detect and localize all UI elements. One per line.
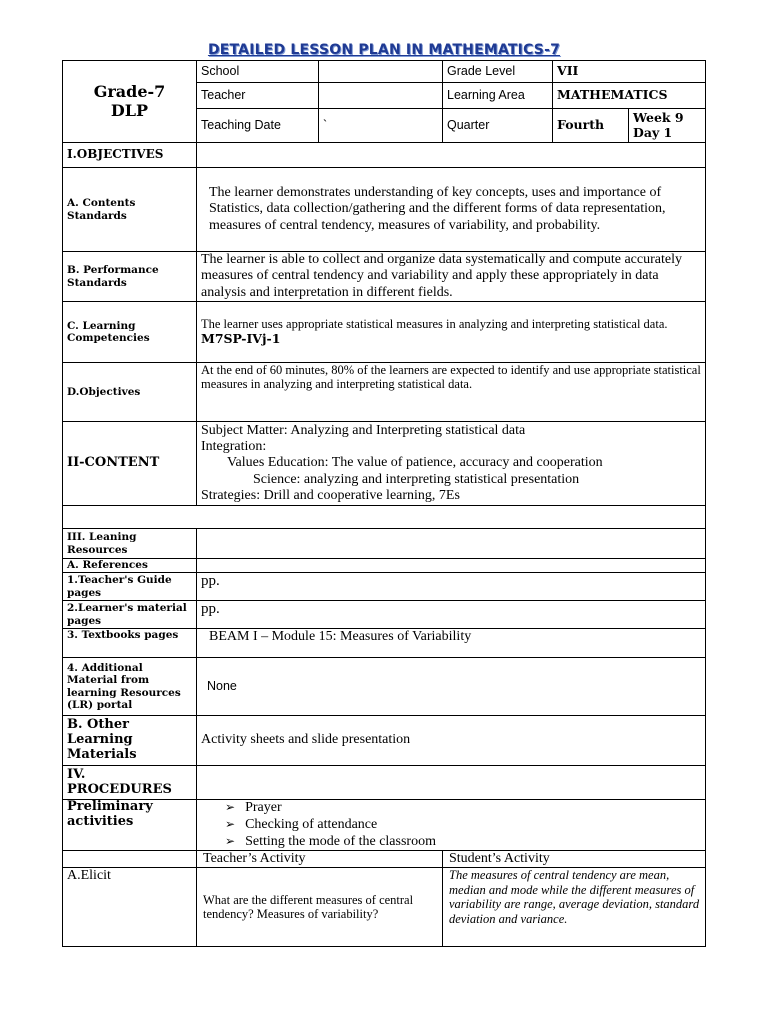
subject-matter: Subject Matter: Analyzing and Interpreting statistical data (201, 423, 526, 439)
learning-area-label: Learning Area (443, 83, 553, 109)
student-activity-header: Student’s Activity (443, 851, 706, 868)
learners-material-label: 2.Learner's material pages (63, 601, 197, 629)
learning-area-value: MATHEMATICS (553, 83, 706, 109)
additional-material-value: None (197, 658, 706, 716)
other-materials-value: Activity sheets and slide presentation (197, 716, 706, 766)
content-label: II-CONTENT (63, 422, 197, 506)
objectives-label: D.Objectives (63, 363, 197, 422)
blank-row (63, 506, 706, 529)
teacher-value (319, 83, 443, 109)
list-item: ➢ Setting the mode of the classroom (225, 834, 701, 851)
learning-competencies-label: C. Learning Competencies (63, 302, 197, 363)
competency-code: M7SP-IVj-1 (201, 331, 281, 347)
preliminary-activities-label: Preliminary activities (63, 800, 197, 851)
week-day-cell (629, 109, 706, 143)
dlp-label: DLP (110, 100, 149, 120)
other-materials-label: B. Other Learning Materials (63, 716, 197, 766)
elicit-student-activity: The measures of central tendency are mean, median and mode while the different measures of variability are range, average deviation, standard deviation and variance. (443, 868, 706, 947)
preliminary-activities-list (201, 800, 701, 850)
strategies: Strategies: Drill and cooperative learning, 7Es (201, 487, 460, 503)
teacher-label: Teacher (197, 83, 319, 109)
preliminary-activities-cell (197, 800, 706, 851)
references-label: A. References (63, 559, 197, 573)
teaching-date-value: ` (319, 109, 443, 143)
learning-competencies-cell (197, 302, 706, 363)
elicit-teacher-activity: What are the different measures of central tendency? Measures of variability? (197, 868, 443, 947)
learning-competencies-text: The learner uses appropriate statistical measures in analyzing and interpreting statistical data. (201, 317, 668, 331)
textbooks-label: 3. Textbooks pages (63, 629, 197, 658)
procedures-blank (197, 766, 706, 800)
textbooks-value: BEAM I – Module 15: Measures of Variability (197, 629, 706, 658)
lesson-plan-table (62, 60, 706, 947)
integration-label: Integration: (201, 439, 267, 455)
grade-level-label: Grade Level (443, 61, 553, 83)
objectives-heading: I.OBJECTIVES (63, 143, 197, 168)
school-value (319, 61, 443, 83)
week-label: Week 9 (633, 110, 684, 126)
teaching-date-label: Teaching Date (197, 109, 319, 143)
contents-standards-text: The learner demonstrates understanding of key concepts, uses and importance of Statistics, data collection/gathering and the different forms of data representation, measures of central tendency, measures of variability, and probability. (197, 168, 706, 252)
performance-standards-text: The learner is able to collect and organize data systematically and compute accurately measures of central tendency and variability and apply these appropriately in data analysis and interpretation in different fields. (197, 252, 706, 302)
science-integration: Science: analyzing and interpreting statistical presentation (253, 471, 580, 487)
list-item: ➢ Prayer (225, 800, 701, 817)
grade-dlp-cell (63, 61, 197, 143)
values-education: Values Education: The value of patience, accuracy and cooperation (227, 455, 603, 471)
learning-resources-blank (197, 529, 706, 559)
content-cell (197, 422, 706, 506)
document-title: DETAILED LESSON PLAN IN MATHEMATICS-7 (207, 42, 561, 58)
quarter-label: Quarter (443, 109, 553, 143)
additional-material-label: 4. Additional Material from learning Resources (LR) portal (63, 658, 197, 716)
grade-label: Grade-7 (93, 82, 166, 102)
objectives-text: At the end of 60 minutes, 80% of the learners are expected to identify and use appropriate statistical measures in analyzing and interpreting statistical data. (197, 363, 706, 422)
teachers-guide-label: 1.Teacher's Guide pages (63, 573, 197, 601)
grade-level-value: VII (553, 61, 706, 83)
performance-standards-label: B. Performance Standards (63, 252, 197, 302)
list-item: ➢ Checking of attendance (225, 817, 701, 834)
learners-material-value: pp. (197, 601, 706, 629)
activity-header-blank (63, 851, 197, 868)
references-blank (197, 559, 706, 573)
learning-resources-label: III. Leaning Resources (63, 529, 197, 559)
contents-standards-label: A. Contents Standards (63, 168, 197, 252)
day-label: Day 1 (633, 124, 673, 140)
procedures-label: IV. PROCEDURES (63, 766, 197, 800)
quarter-value: Fourth (553, 109, 629, 143)
teacher-activity-header: Teacher’s Activity (197, 851, 443, 868)
elicit-label: A.Elicit (63, 868, 197, 947)
objectives-heading-blank (197, 143, 706, 168)
school-label: School (197, 61, 319, 83)
teachers-guide-value: pp. (197, 573, 706, 601)
